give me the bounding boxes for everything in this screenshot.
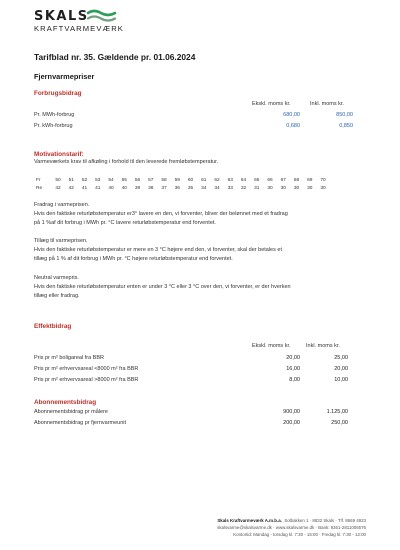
effekt-row-ex: 16,00 xyxy=(286,366,300,372)
fr-value: 50 xyxy=(55,178,61,183)
fradrag-line: på 1 %af dit forbrug i MWh pr. °C lavere returløbstemperatur end forventet. xyxy=(34,220,216,226)
re-value: 33 xyxy=(227,186,233,191)
fradrag-title: Fradrag i varmeprisen. xyxy=(34,202,90,208)
abonnement-row-ex: 900,00 xyxy=(283,409,300,415)
abonnement-row-inc: 1.125,00 xyxy=(326,409,348,415)
fr-value: 60 xyxy=(187,178,194,183)
fr-value: 59 xyxy=(174,178,180,183)
fr-value: 58 xyxy=(161,178,167,183)
motivation-intro: Varmeværkets krav til afkøling i forhold til den leverede fremløbstemperatur. xyxy=(34,159,219,165)
forbrug-row-inc: 850,00 xyxy=(336,112,353,118)
re-value: 36 xyxy=(174,186,180,191)
fr-value: 51 xyxy=(68,178,74,183)
neutral-title: Neutral varmepris. xyxy=(34,275,79,281)
fr-value: 57 xyxy=(148,178,154,183)
page-subtitle: Fjernvarmepriser xyxy=(34,72,95,81)
fr-value: 56 xyxy=(134,178,141,183)
fr-value: 61 xyxy=(201,178,207,183)
effekt-col-inc: Inkl. moms kr. xyxy=(306,343,340,349)
effekt-row-label: Pris pr m² boligareal fra BBR xyxy=(34,355,104,361)
footer-address: Solbakken 1 · 8832 Skals · Tlf. 8669 4923 xyxy=(284,518,366,523)
motivation-heading: Motivationstarif: xyxy=(34,151,84,158)
fr-value: 53 xyxy=(95,178,101,183)
logo-wave-icon xyxy=(87,9,117,23)
re-value: 30 xyxy=(267,186,273,191)
effekt-row-inc: 20,00 xyxy=(334,366,348,372)
fr-value: 65 xyxy=(254,178,260,183)
forbrug-row-label: Pr. MWh-forbrug xyxy=(34,112,75,118)
fr-value: 55 xyxy=(121,178,127,183)
forbrug-row-ex: 680,00 xyxy=(283,112,300,118)
tillaeg-line: tillæg på 1 % af dit forbrug i MWh pr. °C højere returløbstemperatur end forventet. xyxy=(34,256,233,262)
re-value: 30 xyxy=(307,186,313,191)
effekt-row-label: Pris pr m² erhvervsareal >8000 m² fra BBR xyxy=(34,377,139,383)
tillaeg-line: Hvis den faktiske returløbstemperatur er mere en 3 °C højere end den, vi forventer, skal der betales et xyxy=(34,247,282,253)
effekt-row-inc: 10,00 xyxy=(334,377,348,383)
footer-hours: Kontortid: Mandag - torsdag kl. 7:30 - 15:00 · Fredag kl. 7:30 - 12:00 xyxy=(233,532,366,537)
re-value: 34 xyxy=(201,186,207,191)
effekt-heading: Effektbidrag xyxy=(34,323,72,330)
effekt-col-ex: Ekskl. moms kr. xyxy=(252,343,291,349)
forbrug-row-inc: 0,850 xyxy=(339,123,353,129)
re-value: 40 xyxy=(108,186,114,191)
fr-value: 54 xyxy=(108,178,114,183)
re-value: 39 xyxy=(134,186,141,191)
re-value: 30 xyxy=(293,186,300,191)
forbrug-row-label: Pr. kWh-forbrug xyxy=(34,123,73,129)
neutral-line: tillæg eller fradrag. xyxy=(34,293,80,299)
re-value: 42 xyxy=(68,186,74,191)
re-value: 41 xyxy=(81,186,88,191)
effekt-row-ex: 8,00 xyxy=(289,377,300,383)
re-value: 38 xyxy=(148,186,154,191)
abonnement-row-ex: 200,00 xyxy=(283,420,300,426)
logo-wordmark: SKALS xyxy=(34,9,89,24)
footer-contact: skalsvarme@skalsvarme.dk · www.skalsvarme.dk · Bank: 9261-2811006576 xyxy=(217,525,366,530)
re-label: Re xyxy=(36,186,43,191)
abonnement-row-label: Abonnementsbidrag pr målere xyxy=(34,409,108,415)
fr-value: 52 xyxy=(81,178,88,183)
re-value: 32 xyxy=(240,186,247,191)
fr-value: 68 xyxy=(293,178,300,183)
re-value: 30 xyxy=(280,186,286,191)
re-value: 40 xyxy=(121,186,127,191)
fr-value: 70 xyxy=(320,178,326,183)
re-value: 37 xyxy=(161,186,167,191)
neutral-line: Hvis den faktiske returløbstemperatur enten er under 3 °C eller 3 °C over den, vi forventer, er der hverken xyxy=(34,284,291,290)
re-value: 31 xyxy=(254,186,260,191)
page-title: Tarifblad nr. 35. Gældende pr. 01.06.2024 xyxy=(34,52,196,62)
effekt-row-label: Pris pr m² erhvervsareal <8000 m² fra BBR xyxy=(34,366,139,372)
forbrug-row-ex: 0,680 xyxy=(286,123,300,129)
fr-value: 62 xyxy=(214,178,220,183)
re-value: 35 xyxy=(187,186,194,191)
fr-value: 63 xyxy=(227,178,233,183)
fr-value: 69 xyxy=(307,178,313,183)
effekt-row-ex: 20,00 xyxy=(286,355,300,361)
logo-subtitle: KRAFTVARMEVÆRK xyxy=(34,24,124,33)
fr-value: 67 xyxy=(280,178,286,183)
footer-company xyxy=(217,518,366,523)
forbrug-heading: Forbrugsbidrag xyxy=(34,90,82,97)
abonnement-row-inc: 250,00 xyxy=(331,420,348,426)
fr-value: 66 xyxy=(267,178,273,183)
forbrug-col-ex: Ekskl. moms kr. xyxy=(252,101,291,107)
re-value: 34 xyxy=(214,186,220,191)
fr-value: 64 xyxy=(240,178,247,183)
abonnement-heading: Abonnementsbidrag xyxy=(34,399,97,406)
tillaeg-title: Tillæg til varmeprisen. xyxy=(34,238,88,244)
forbrug-col-inc: Inkl. moms kr. xyxy=(310,101,344,107)
abonnement-row-label: Abonnementsbidrag pr fjernvarmeunit xyxy=(34,420,127,426)
effekt-row-inc: 25,00 xyxy=(334,355,348,361)
re-value: 42 xyxy=(55,186,61,191)
re-value: 30 xyxy=(320,186,326,191)
fradrag-line: Hvis den faktiske returløbstemperatur er3° lavere en den, vi forventer, bliver der belønnet med et fradrag xyxy=(34,211,288,217)
footer-company-name: Skals Kraftvarmeværk A.m.b.a. xyxy=(217,518,282,523)
fr-label: Fr xyxy=(36,178,41,183)
re-value: 41 xyxy=(95,186,101,191)
